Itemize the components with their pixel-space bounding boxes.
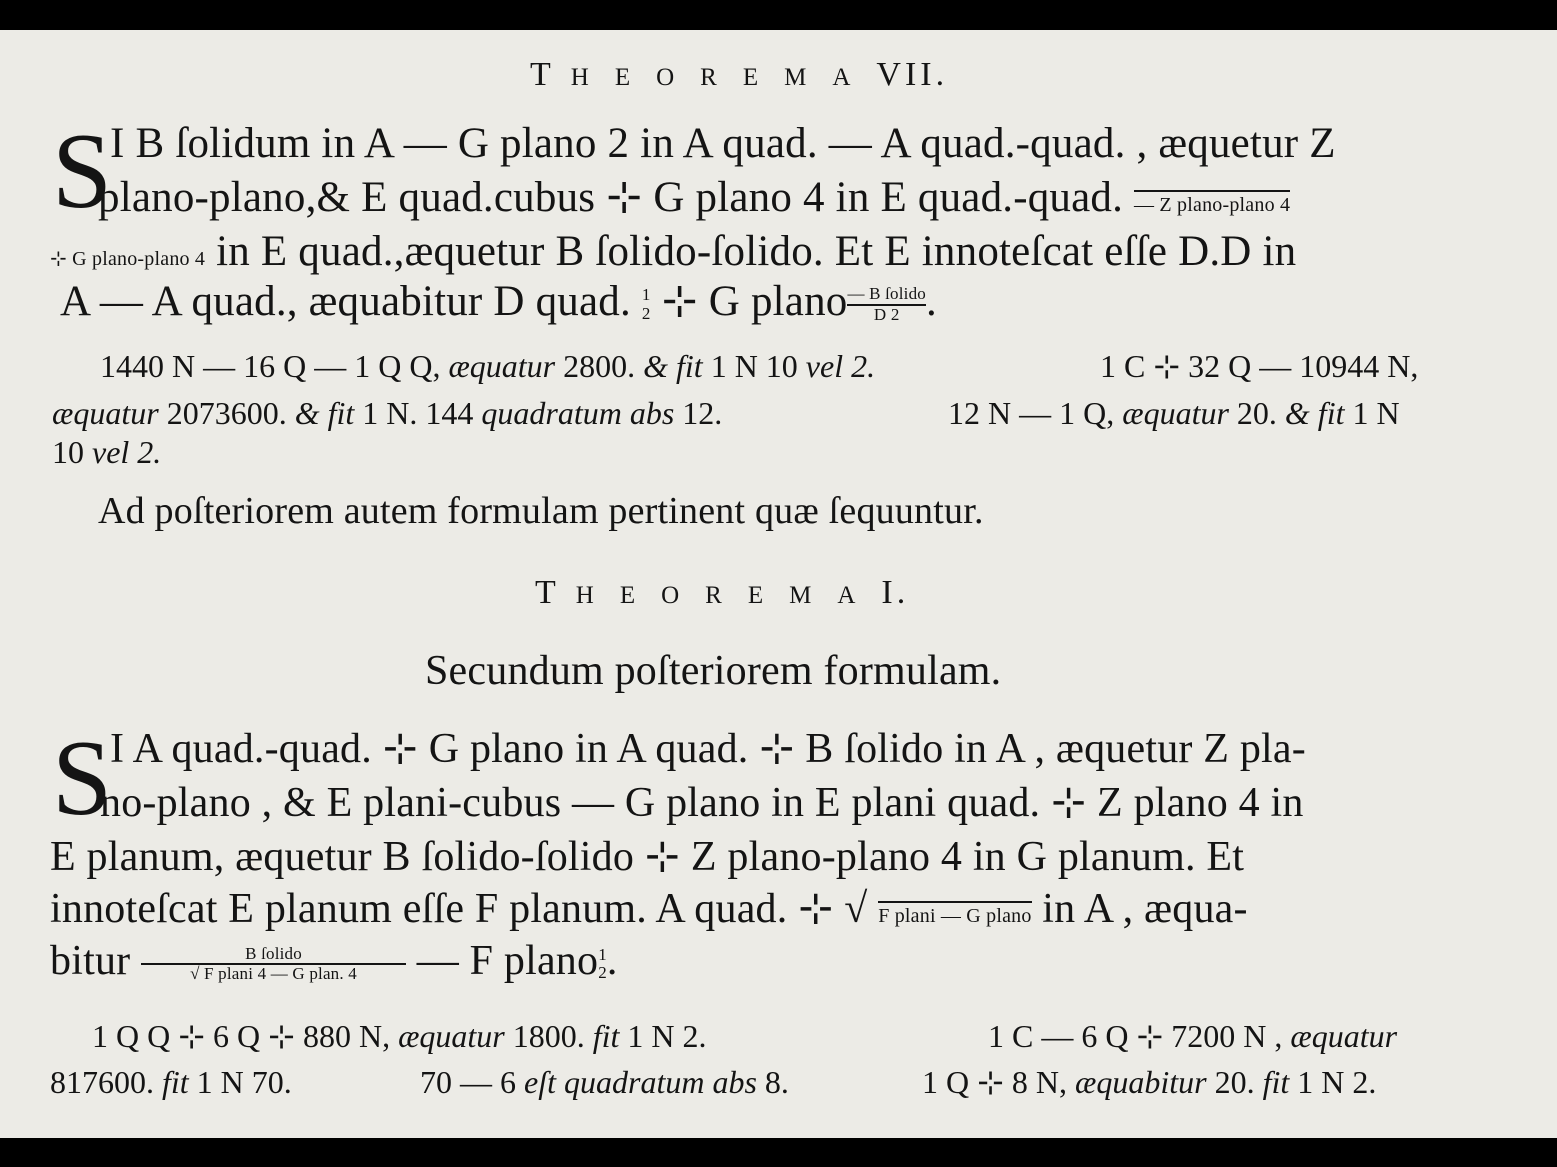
drop-cap: S bbox=[52, 112, 113, 231]
ex-value: 10 bbox=[52, 434, 84, 470]
ex-value: 8. bbox=[764, 1064, 789, 1100]
ex-expr: 1440 N — 16 Q — 1 Q Q, bbox=[100, 348, 441, 384]
para2-line5-mid: — F plano bbox=[416, 938, 599, 984]
frac-num: B ſolido bbox=[245, 943, 302, 963]
frac-num: 1 bbox=[598, 944, 607, 964]
ex-value: 2073600. bbox=[166, 395, 287, 431]
ex-word: æquatur bbox=[398, 1018, 505, 1054]
ex-value: 2800. bbox=[563, 348, 636, 384]
ex-value: 20. bbox=[1214, 1064, 1255, 1100]
theorem-heading bbox=[530, 58, 948, 92]
ex-word: & fit bbox=[643, 348, 703, 384]
drop-cap: S bbox=[52, 719, 113, 838]
para2-line5-text: bitur bbox=[50, 938, 131, 984]
ex-value: 20. bbox=[1236, 395, 1277, 431]
para2-line2: no-plano , & E plani-cubus — G plano in E plani quad. ⊹ Z plano 4 in bbox=[100, 780, 1304, 826]
heading-smallcaps: HEOREMA bbox=[570, 64, 877, 91]
ex-word: & fit bbox=[1284, 395, 1345, 431]
examples2-line1 bbox=[92, 1020, 707, 1052]
heading-initial: T bbox=[535, 574, 576, 611]
book-page bbox=[0, 30, 1557, 1138]
ex-value: 1 N bbox=[1352, 395, 1400, 431]
heading-initial: T bbox=[530, 56, 571, 93]
fraction-half bbox=[598, 946, 607, 983]
frac-den: √ F plani 4 — G plan. 4 bbox=[190, 964, 357, 984]
ex-word: æquatur bbox=[1290, 1018, 1398, 1054]
ex-word: fit bbox=[162, 1064, 189, 1100]
ex-word: eſt quadratum abs bbox=[524, 1064, 757, 1100]
para2-line1: I A quad.-quad. ⊹ G plano in A quad. ⊹ B ſolido in A , æquetur Z pla- bbox=[110, 726, 1306, 772]
ex-word: æquabitur bbox=[1075, 1064, 1207, 1100]
radical-overline: F plani — G plano bbox=[878, 901, 1031, 927]
ex-value: 1 N 10 bbox=[710, 348, 798, 384]
para2-line5-end: . bbox=[606, 938, 618, 984]
ex-value: 1800. bbox=[512, 1018, 585, 1054]
ex-value: 817600. bbox=[50, 1064, 154, 1100]
heading-number: VII. bbox=[876, 56, 949, 93]
examples1-line3 bbox=[52, 436, 161, 468]
para1-line2-text: plano-plano,& E quad.cubus ⊹ G plano 4 in E quad.-quad. bbox=[98, 174, 1124, 221]
examples1-line1 bbox=[100, 350, 875, 382]
ex-word: vel 2. bbox=[92, 434, 162, 470]
fraction-half bbox=[642, 286, 651, 323]
ex-expr: 1 C — 6 Q ⊹ 7200 N , bbox=[988, 1018, 1283, 1054]
ex-value: 1 N 70. bbox=[196, 1064, 292, 1100]
para2-line3: E planum, æquetur B ſolido-ſolido ⊹ Z plano-plano 4 in G planum. Et bbox=[50, 834, 1245, 880]
ex-expr: 70 — 6 bbox=[420, 1064, 516, 1100]
para1-line4-mid: ⊹ G plano bbox=[661, 278, 848, 325]
radical-overline: — Z plano-plano 4 bbox=[1134, 190, 1290, 216]
theorem-heading bbox=[535, 576, 909, 610]
ex-word: æquatur bbox=[52, 395, 159, 431]
examples2-line2 bbox=[50, 1066, 292, 1098]
ex-expr: 1 Q Q ⊹ 6 Q ⊹ 880 N, bbox=[92, 1018, 391, 1054]
ex-value: 1 N 2. bbox=[627, 1018, 707, 1054]
frac-den: 2 bbox=[641, 304, 651, 324]
ex-expr: 12 N — 1 Q, bbox=[948, 395, 1115, 431]
ex-word: quadratum abs bbox=[481, 395, 675, 431]
para1-line3-text: in E quad.,æquetur B ſolido-ſolido. Et E innoteſcat eſſe D.D in bbox=[216, 228, 1297, 275]
ex-word: vel 2. bbox=[805, 348, 876, 384]
frac-den: 2 bbox=[598, 963, 607, 983]
examples2-line1-right bbox=[988, 1020, 1397, 1052]
fraction-b-solido bbox=[847, 285, 926, 324]
para1-line3-small: ⊹ G plano-plano 4 bbox=[50, 248, 206, 270]
ex-word: fit bbox=[592, 1018, 620, 1054]
frac-num: 1 bbox=[641, 285, 651, 305]
ex-value: 12. bbox=[682, 395, 723, 431]
ex-expr: 1 C ⊹ 32 Q — 10944 N, bbox=[1100, 348, 1419, 384]
frac-den: D 2 bbox=[873, 305, 900, 325]
examples1-line1-right bbox=[1100, 350, 1418, 382]
para2-line4 bbox=[50, 888, 1248, 930]
para2-line5 bbox=[50, 940, 618, 984]
ex-word: æquatur bbox=[1122, 395, 1229, 431]
heading-smallcaps: HEOREMA bbox=[575, 582, 882, 609]
para1-line1: I B ſolidum in A — G plano 2 in A quad. — A quad.-quad. , æquetur Z bbox=[110, 120, 1336, 167]
para1-line4 bbox=[60, 280, 937, 325]
para2-line4-text: innoteſcat E planum eſſe F planum. A quad. ⊹ √ bbox=[50, 886, 868, 932]
examples2-line2-mid bbox=[420, 1066, 789, 1098]
ex-value: 1 N 2. bbox=[1297, 1064, 1377, 1100]
ex-word: & fit bbox=[294, 395, 355, 431]
examples2-line2-right bbox=[922, 1066, 1376, 1098]
examples1-line2-right bbox=[948, 397, 1400, 429]
para1-line2 bbox=[98, 176, 1290, 219]
frac-num: — B ſolido bbox=[847, 284, 926, 304]
para1-line4-end: . bbox=[926, 278, 937, 325]
heading-number: I. bbox=[881, 574, 910, 611]
ex-value: 1 N. 144 bbox=[362, 395, 474, 431]
fraction-b-solido bbox=[141, 945, 406, 984]
ex-word: æquatur bbox=[448, 348, 556, 384]
theorem-subtitle: Secundum poſteriorem formulam. bbox=[425, 648, 1002, 694]
examples1-line2 bbox=[52, 397, 722, 429]
para2-line4-end: in A , æqua- bbox=[1042, 886, 1248, 932]
transition-text: Ad poſteriorem autem formulam pertinent quæ ſequuntur. bbox=[98, 490, 984, 532]
ex-expr: 1 Q ⊹ 8 N, bbox=[922, 1064, 1068, 1100]
para1-line3 bbox=[50, 230, 1296, 273]
ex-word: fit bbox=[1262, 1064, 1290, 1100]
para1-line4-text: A — A quad., æquabitur D quad. bbox=[60, 278, 631, 325]
